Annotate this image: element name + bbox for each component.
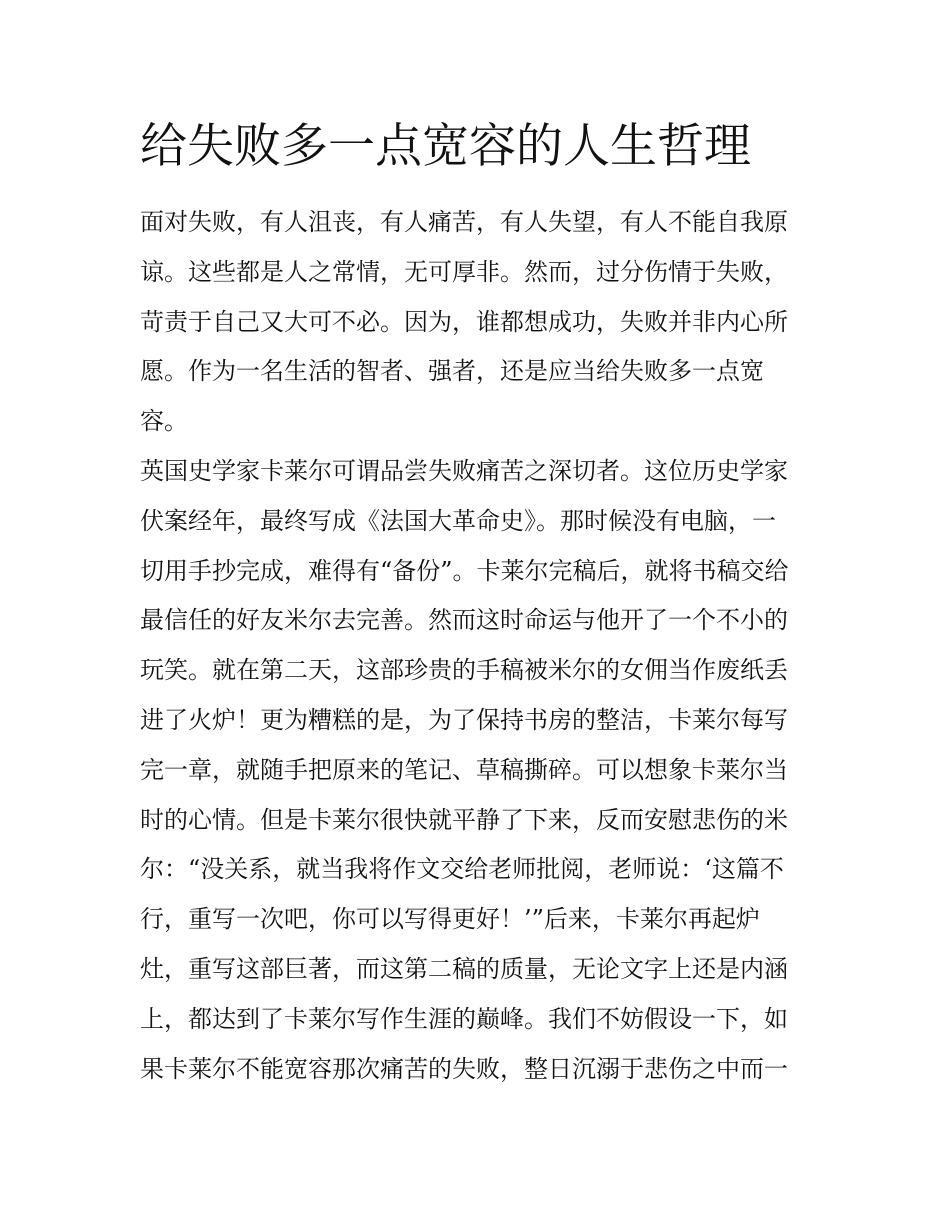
text-line: 伏案经年，最终写成《法国大革命史》。那时候没有电脑，一 bbox=[140, 506, 776, 535]
text-line: 果卡莱尔不能宽容那次痛苦的失败，整日沉溺于悲伤之中而一 bbox=[140, 1054, 788, 1083]
text-line: 灶，重写这部巨著，而这第二稿的质量，无论文字上还是内涵 bbox=[140, 954, 788, 983]
text-line: 行，重写一次吧，你可以写得更好！’”后来，卡莱尔再起炉 bbox=[140, 905, 760, 934]
paragraph-1 bbox=[140, 198, 820, 447]
text-line: 玩笑。就在第二天，这部珍贵的手稿被米尔的女佣当作废纸丢 bbox=[140, 656, 788, 685]
text-line: 谅。这些都是人之常情，无可厚非。然而，过分伤情于失败， bbox=[140, 257, 788, 286]
text-line: 苛责于自己又大可不必。因为，谁都想成功，失败并非内心所 bbox=[140, 307, 788, 336]
text-line: 最信任的好友米尔去完善。然而这时命运与他开了一个不小的 bbox=[140, 606, 788, 635]
text-line: 英国史学家卡莱尔可谓品尝失败痛苦之深切者。这位历史学家 bbox=[140, 456, 788, 485]
text-line: 容。 bbox=[140, 407, 188, 436]
text-line: 愿。作为一名生活的智者、强者，还是应当给失败多一点宽 bbox=[140, 357, 764, 386]
text-line: 时的心情。但是卡莱尔很快就平静了下来，反而安慰悲伤的米 bbox=[140, 805, 788, 834]
text-line: 切用手抄完成，难得有“备份”。卡莱尔完稿后，就将书稿交给 bbox=[140, 556, 789, 585]
text-line: 面对失败，有人沮丧，有人痛苦，有人失望，有人不能自我原 bbox=[140, 208, 788, 236]
page-title: 给失败多一点宽容的人生哲理 bbox=[140, 119, 751, 174]
paragraph-2 bbox=[140, 447, 820, 1094]
text-line: 完一章，就随手把原来的笔记、草稿撕碎。可以想象卡莱尔当 bbox=[140, 755, 788, 784]
text-line: 尔：“没关系，就当我将作文交给老师批阅，老师说：‘这篇不 bbox=[140, 855, 784, 884]
text-line: 进了火炉！更为糟糕的是，为了保持书房的整洁，卡莱尔每写 bbox=[140, 705, 788, 734]
document-body bbox=[140, 198, 820, 1094]
text-line: 上，都达到了卡莱尔写作生涯的巅峰。我们不妨假设一下，如 bbox=[140, 1004, 788, 1033]
